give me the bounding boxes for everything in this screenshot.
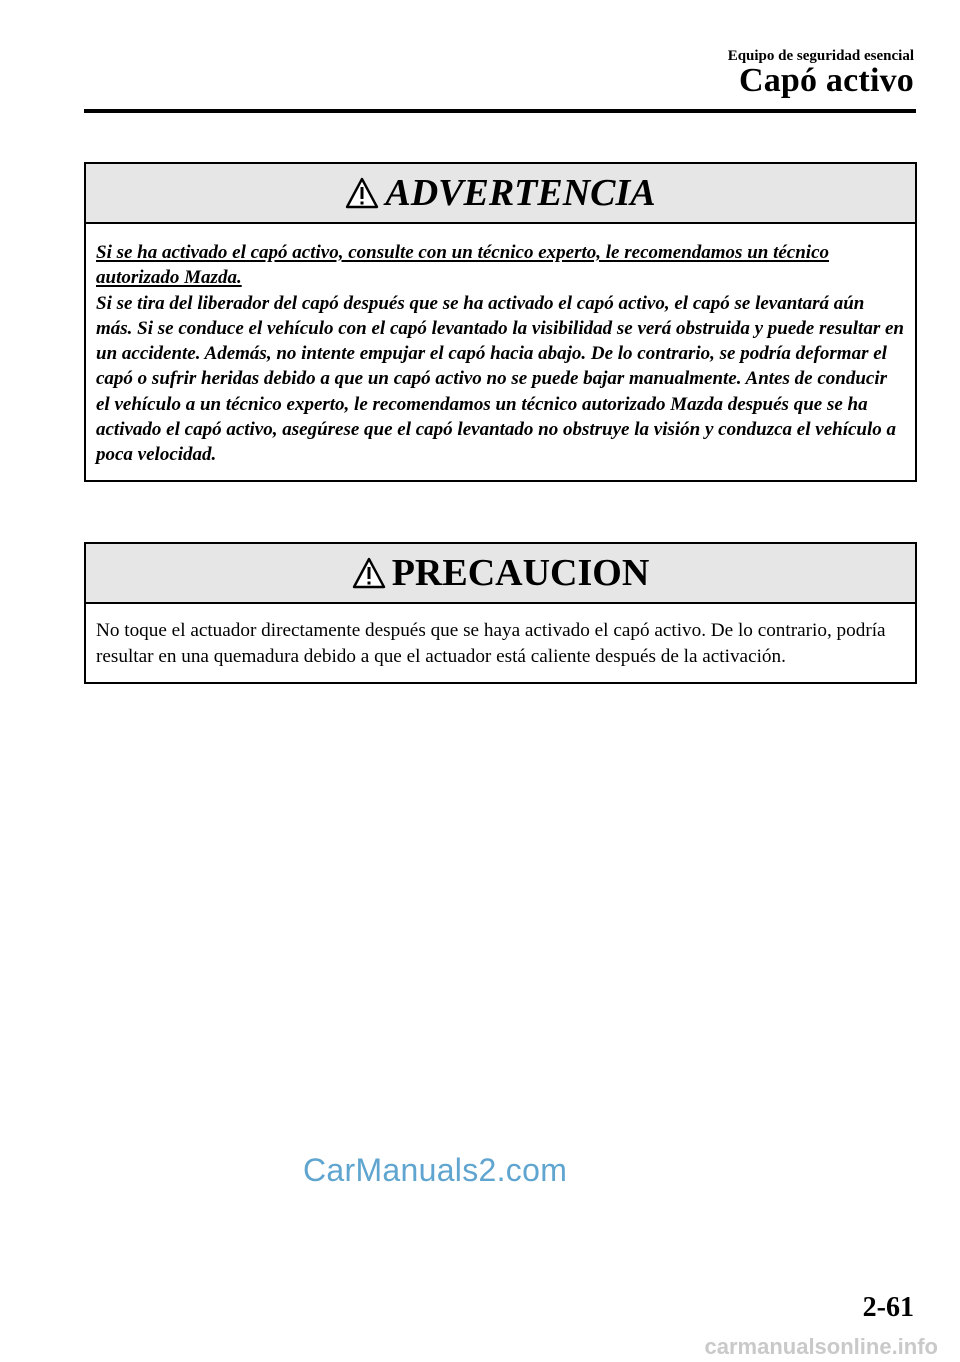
page-title: Capó activo xyxy=(738,62,914,99)
warning-triangle-icon xyxy=(352,557,386,589)
page-number: 2-61 xyxy=(862,1292,914,1323)
caution-box xyxy=(84,542,917,684)
caution-body-text: No toque el actuador directamente después que se haya activado el capó activo. De lo contrario, podría resultar en una quemadura debido a que el actuador está caliente después de la activación. xyxy=(96,620,886,667)
section-name: Equipo de seguridad esencial xyxy=(727,48,914,64)
footer-watermark[interactable]: carmanualsonline.info xyxy=(704,1334,938,1359)
caution-heading xyxy=(86,544,915,604)
header-divider xyxy=(84,109,916,113)
warning-title: ADVERTENCIA xyxy=(385,172,656,214)
warning-underlined-text: Si se ha activado el capó activo, consulte con un técnico experto, le recomendamos un técnico autorizado Mazda. xyxy=(96,242,830,289)
caution-title: PRECAUCION xyxy=(391,552,650,594)
caution-text xyxy=(86,604,915,682)
warning-text xyxy=(86,224,915,480)
warning-box xyxy=(84,162,917,482)
warning-heading xyxy=(86,164,915,224)
watermark-logo[interactable]: CarManuals2.com xyxy=(303,1152,568,1188)
warning-triangle-icon xyxy=(345,177,379,209)
warning-body-text: Si se tira del liberador del capó después que se ha activado el capó activo, el capó se levantará aún más. Si se conduce el vehículo con el capó levantado la visibilidad se verá obstruida y puede resultar en un accidente. Además, no intente empujar el capó hacia abajo. De lo contrario, se podría deformar el capó o sufrir heridas debido a que un capó activo no se puede bajar manualmente. Antes de conducir el vehículo a un técnico experto, le recomendamos un técnico autorizado Mazda después que se ha activado el capó activo, asegúrese que el capó levantado no obstruye la visión y conduzca el vehículo a poca velocidad. xyxy=(96,292,904,466)
